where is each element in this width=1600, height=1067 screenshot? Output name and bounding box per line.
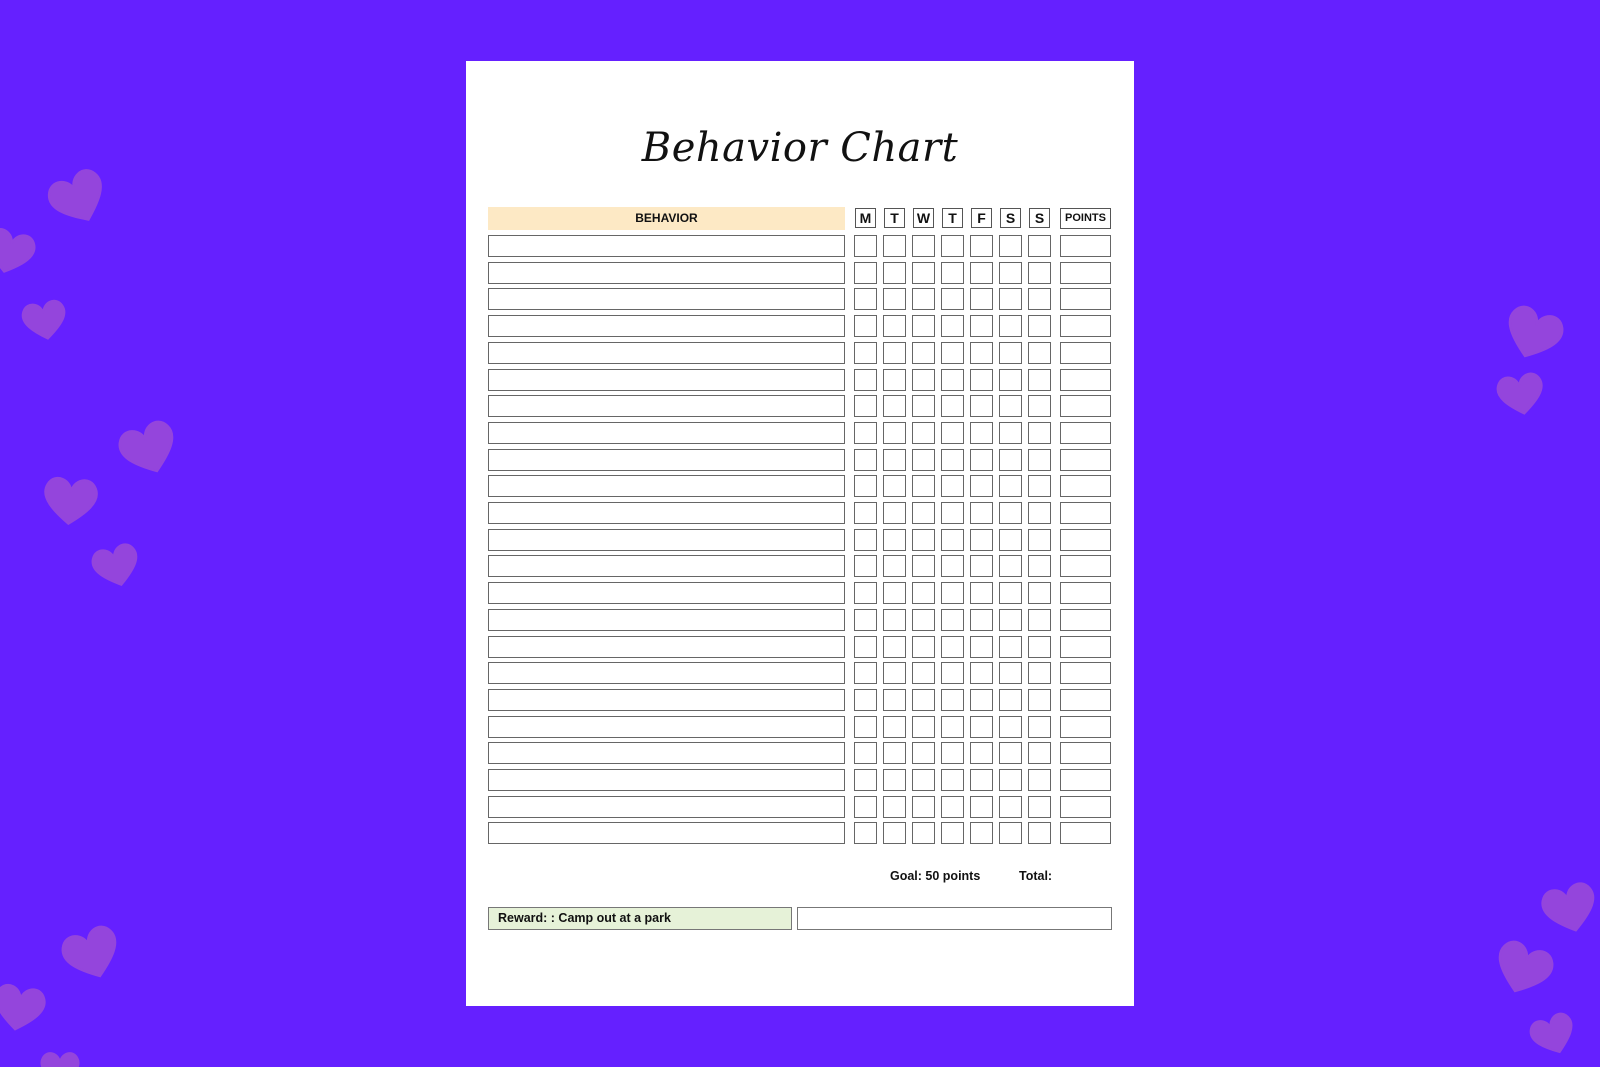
day-header: T <box>942 208 963 228</box>
day-checkbox[interactable] <box>1028 662 1051 684</box>
day-checkbox[interactable] <box>970 636 993 658</box>
day-checkbox[interactable] <box>912 395 935 417</box>
day-checkbox[interactable] <box>970 555 993 577</box>
day-checkbox[interactable] <box>1028 288 1051 310</box>
day-checkbox[interactable] <box>883 262 906 284</box>
day-checkbox[interactable] <box>1028 769 1051 791</box>
day-checkbox[interactable] <box>941 716 964 738</box>
behavior-cell[interactable] <box>488 555 845 577</box>
day-checkbox[interactable] <box>1028 502 1051 524</box>
day-checkbox[interactable] <box>941 636 964 658</box>
day-checkbox[interactable] <box>1028 475 1051 497</box>
day-checkbox[interactable] <box>999 395 1022 417</box>
day-checkbox[interactable] <box>999 422 1022 444</box>
day-checkbox[interactable] <box>1028 342 1051 364</box>
day-checkbox[interactable] <box>970 449 993 471</box>
goal-label: Goal: 50 points <box>890 869 981 883</box>
day-checkbox[interactable] <box>883 369 906 391</box>
day-checkbox[interactable] <box>970 422 993 444</box>
day-checkbox[interactable] <box>854 769 877 791</box>
day-checkbox[interactable] <box>941 582 964 604</box>
points-cell[interactable] <box>1060 315 1111 337</box>
day-checkbox[interactable] <box>941 395 964 417</box>
behavior-cell[interactable] <box>488 662 845 684</box>
behavior-cell[interactable] <box>488 689 845 711</box>
points-cell[interactable] <box>1060 502 1111 524</box>
points-cell[interactable] <box>1060 689 1111 711</box>
day-checkbox[interactable] <box>999 288 1022 310</box>
day-checkbox[interactable] <box>970 475 993 497</box>
day-checkbox[interactable] <box>970 395 993 417</box>
points-cell[interactable] <box>1060 582 1111 604</box>
behavior-cell[interactable] <box>488 288 845 310</box>
points-cell[interactable] <box>1060 422 1111 444</box>
day-checkbox[interactable] <box>883 449 906 471</box>
day-checkbox[interactable] <box>883 529 906 551</box>
day-checkbox[interactable] <box>854 636 877 658</box>
day-checkbox[interactable] <box>912 529 935 551</box>
day-checkbox[interactable] <box>854 235 877 257</box>
day-checkbox[interactable] <box>1028 796 1051 818</box>
day-checkbox[interactable] <box>941 529 964 551</box>
day-header: T <box>884 208 905 228</box>
day-checkbox[interactable] <box>999 342 1022 364</box>
day-checkbox[interactable] <box>854 342 877 364</box>
day-checkbox[interactable] <box>912 742 935 764</box>
day-checkbox[interactable] <box>999 609 1022 631</box>
day-checkbox[interactable] <box>941 235 964 257</box>
day-checkbox[interactable] <box>970 769 993 791</box>
day-checkbox[interactable] <box>854 502 877 524</box>
behavior-chart-sheet <box>466 61 1134 1006</box>
points-cell[interactable] <box>1060 262 1111 284</box>
day-checkbox[interactable] <box>999 742 1022 764</box>
day-checkbox[interactable] <box>999 529 1022 551</box>
day-header: F <box>971 208 992 228</box>
day-checkbox[interactable] <box>854 449 877 471</box>
day-checkbox[interactable] <box>941 422 964 444</box>
points-cell[interactable] <box>1060 529 1111 551</box>
points-cell[interactable] <box>1060 395 1111 417</box>
day-checkbox[interactable] <box>1028 449 1051 471</box>
behavior-cell[interactable] <box>488 769 845 791</box>
day-checkbox[interactable] <box>999 769 1022 791</box>
day-checkbox[interactable] <box>970 716 993 738</box>
behavior-cell[interactable] <box>488 342 845 364</box>
day-checkbox[interactable] <box>999 582 1022 604</box>
day-checkbox[interactable] <box>970 662 993 684</box>
behavior-cell[interactable] <box>488 235 845 257</box>
behavior-cell[interactable] <box>488 449 845 471</box>
day-checkbox[interactable] <box>883 716 906 738</box>
day-checkbox[interactable] <box>1028 822 1051 844</box>
points-cell[interactable] <box>1060 475 1111 497</box>
behavior-cell[interactable] <box>488 315 845 337</box>
day-checkbox[interactable] <box>999 822 1022 844</box>
behavior-cell[interactable] <box>488 636 845 658</box>
day-checkbox[interactable] <box>883 502 906 524</box>
day-checkbox[interactable] <box>970 796 993 818</box>
day-checkbox[interactable] <box>941 742 964 764</box>
day-checkbox[interactable] <box>883 555 906 577</box>
day-header: M <box>855 208 876 228</box>
day-checkbox[interactable] <box>999 662 1022 684</box>
day-checkbox[interactable] <box>941 449 964 471</box>
behavior-column-header: BEHAVIOR <box>488 207 845 230</box>
day-checkbox[interactable] <box>970 582 993 604</box>
day-checkbox[interactable] <box>854 582 877 604</box>
day-header: S <box>1029 208 1050 228</box>
day-checkbox[interactable] <box>854 529 877 551</box>
points-cell[interactable] <box>1060 716 1111 738</box>
day-header: W <box>913 208 934 228</box>
day-checkbox[interactable] <box>999 315 1022 337</box>
reward-label: Reward: : Camp out at a park <box>488 907 792 930</box>
points-cell[interactable] <box>1060 369 1111 391</box>
day-checkbox[interactable] <box>854 315 877 337</box>
day-checkbox[interactable] <box>941 502 964 524</box>
day-checkbox[interactable] <box>854 716 877 738</box>
day-checkbox[interactable] <box>912 422 935 444</box>
day-checkbox[interactable] <box>883 742 906 764</box>
day-checkbox[interactable] <box>854 689 877 711</box>
day-checkbox[interactable] <box>854 796 877 818</box>
day-checkbox[interactable] <box>999 636 1022 658</box>
day-checkbox[interactable] <box>999 689 1022 711</box>
day-checkbox[interactable] <box>912 582 935 604</box>
points-cell[interactable] <box>1060 822 1111 844</box>
day-checkbox[interactable] <box>941 609 964 631</box>
points-cell[interactable] <box>1060 609 1111 631</box>
day-checkbox[interactable] <box>854 822 877 844</box>
day-checkbox[interactable] <box>883 342 906 364</box>
day-checkbox[interactable] <box>1028 609 1051 631</box>
day-checkbox[interactable] <box>999 262 1022 284</box>
day-checkbox[interactable] <box>970 288 993 310</box>
day-checkbox[interactable] <box>883 395 906 417</box>
day-checkbox[interactable] <box>912 796 935 818</box>
points-cell[interactable] <box>1060 636 1111 658</box>
day-checkbox[interactable] <box>941 769 964 791</box>
day-checkbox[interactable] <box>912 662 935 684</box>
day-checkbox[interactable] <box>883 422 906 444</box>
day-checkbox[interactable] <box>941 822 964 844</box>
day-checkbox[interactable] <box>941 662 964 684</box>
points-cell[interactable] <box>1060 796 1111 818</box>
day-checkbox[interactable] <box>1028 529 1051 551</box>
points-cell[interactable] <box>1060 235 1111 257</box>
day-checkbox[interactable] <box>970 742 993 764</box>
day-checkbox[interactable] <box>999 502 1022 524</box>
day-checkbox[interactable] <box>999 796 1022 818</box>
day-checkbox[interactable] <box>912 315 935 337</box>
points-cell[interactable] <box>1060 742 1111 764</box>
day-checkbox[interactable] <box>970 342 993 364</box>
day-checkbox[interactable] <box>1028 689 1051 711</box>
day-checkbox[interactable] <box>1028 395 1051 417</box>
behavior-cell[interactable] <box>488 502 845 524</box>
reward-input-box[interactable] <box>797 907 1112 930</box>
day-checkbox[interactable] <box>970 262 993 284</box>
day-checkbox[interactable] <box>854 395 877 417</box>
page-title: Behavior Chart <box>641 125 959 171</box>
day-checkbox[interactable] <box>854 288 877 310</box>
day-checkbox[interactable] <box>999 235 1022 257</box>
day-checkbox[interactable] <box>883 769 906 791</box>
behavior-cell[interactable] <box>488 742 845 764</box>
day-checkbox[interactable] <box>1028 582 1051 604</box>
behavior-cell[interactable] <box>488 395 845 417</box>
day-checkbox[interactable] <box>854 422 877 444</box>
day-checkbox[interactable] <box>883 822 906 844</box>
day-checkbox[interactable] <box>999 555 1022 577</box>
day-checkbox[interactable] <box>1028 315 1051 337</box>
day-checkbox[interactable] <box>970 235 993 257</box>
day-checkbox[interactable] <box>941 315 964 337</box>
day-checkbox[interactable] <box>883 609 906 631</box>
points-column-header: POINTS <box>1060 208 1111 229</box>
points-cell[interactable] <box>1060 449 1111 471</box>
day-checkbox[interactable] <box>1028 742 1051 764</box>
day-checkbox[interactable] <box>912 636 935 658</box>
behavior-cell[interactable] <box>488 822 845 844</box>
day-checkbox[interactable] <box>912 449 935 471</box>
day-checkbox[interactable] <box>1028 262 1051 284</box>
behavior-cell[interactable] <box>488 529 845 551</box>
day-checkbox[interactable] <box>912 475 935 497</box>
day-checkbox[interactable] <box>1028 422 1051 444</box>
day-checkbox[interactable] <box>999 449 1022 471</box>
day-checkbox[interactable] <box>912 288 935 310</box>
day-checkbox[interactable] <box>912 769 935 791</box>
day-checkbox[interactable] <box>1028 555 1051 577</box>
behavior-cell[interactable] <box>488 796 845 818</box>
behavior-cell[interactable] <box>488 422 845 444</box>
behavior-cell[interactable] <box>488 475 845 497</box>
day-checkbox[interactable] <box>912 235 935 257</box>
day-checkbox[interactable] <box>1028 369 1051 391</box>
day-checkbox[interactable] <box>970 822 993 844</box>
day-checkbox[interactable] <box>883 662 906 684</box>
behavior-cell[interactable] <box>488 716 845 738</box>
day-checkbox[interactable] <box>854 662 877 684</box>
day-checkbox[interactable] <box>1028 235 1051 257</box>
day-checkbox[interactable] <box>883 315 906 337</box>
behavior-cell[interactable] <box>488 582 845 604</box>
day-checkbox[interactable] <box>941 689 964 711</box>
day-checkbox[interactable] <box>912 502 935 524</box>
day-checkbox[interactable] <box>970 529 993 551</box>
points-cell[interactable] <box>1060 288 1111 310</box>
day-checkbox[interactable] <box>912 716 935 738</box>
day-checkbox[interactable] <box>854 475 877 497</box>
day-checkbox[interactable] <box>854 742 877 764</box>
day-checkbox[interactable] <box>941 342 964 364</box>
day-checkbox[interactable] <box>912 689 935 711</box>
day-checkbox[interactable] <box>912 342 935 364</box>
day-checkbox[interactable] <box>941 262 964 284</box>
points-cell[interactable] <box>1060 342 1111 364</box>
day-checkbox[interactable] <box>970 315 993 337</box>
day-checkbox[interactable] <box>941 288 964 310</box>
day-checkbox[interactable] <box>912 369 935 391</box>
day-checkbox[interactable] <box>970 609 993 631</box>
day-checkbox[interactable] <box>883 796 906 818</box>
day-checkbox[interactable] <box>999 716 1022 738</box>
points-cell[interactable] <box>1060 662 1111 684</box>
day-checkbox[interactable] <box>883 288 906 310</box>
day-checkbox[interactable] <box>1028 716 1051 738</box>
day-checkbox[interactable] <box>912 822 935 844</box>
day-checkbox[interactable] <box>1028 636 1051 658</box>
day-checkbox[interactable] <box>970 369 993 391</box>
day-checkbox[interactable] <box>883 636 906 658</box>
day-checkbox[interactable] <box>912 262 935 284</box>
day-checkbox[interactable] <box>941 475 964 497</box>
day-checkbox[interactable] <box>883 235 906 257</box>
behavior-cell[interactable] <box>488 262 845 284</box>
day-checkbox[interactable] <box>883 475 906 497</box>
behavior-cell[interactable] <box>488 369 845 391</box>
day-checkbox[interactable] <box>854 262 877 284</box>
day-checkbox[interactable] <box>941 369 964 391</box>
day-checkbox[interactable] <box>854 609 877 631</box>
total-label: Total: <box>1019 869 1053 883</box>
day-checkbox[interactable] <box>854 369 877 391</box>
points-cell[interactable] <box>1060 769 1111 791</box>
day-checkbox[interactable] <box>912 609 935 631</box>
behavior-cell[interactable] <box>488 609 845 631</box>
day-checkbox[interactable] <box>999 369 1022 391</box>
day-checkbox[interactable] <box>941 796 964 818</box>
day-checkbox[interactable] <box>941 555 964 577</box>
day-checkbox[interactable] <box>999 475 1022 497</box>
day-checkbox[interactable] <box>883 582 906 604</box>
day-header: S <box>1000 208 1021 228</box>
day-checkbox[interactable] <box>970 502 993 524</box>
day-checkbox[interactable] <box>854 555 877 577</box>
day-checkbox[interactable] <box>912 555 935 577</box>
points-cell[interactable] <box>1060 555 1111 577</box>
day-checkbox[interactable] <box>883 689 906 711</box>
day-checkbox[interactable] <box>970 689 993 711</box>
